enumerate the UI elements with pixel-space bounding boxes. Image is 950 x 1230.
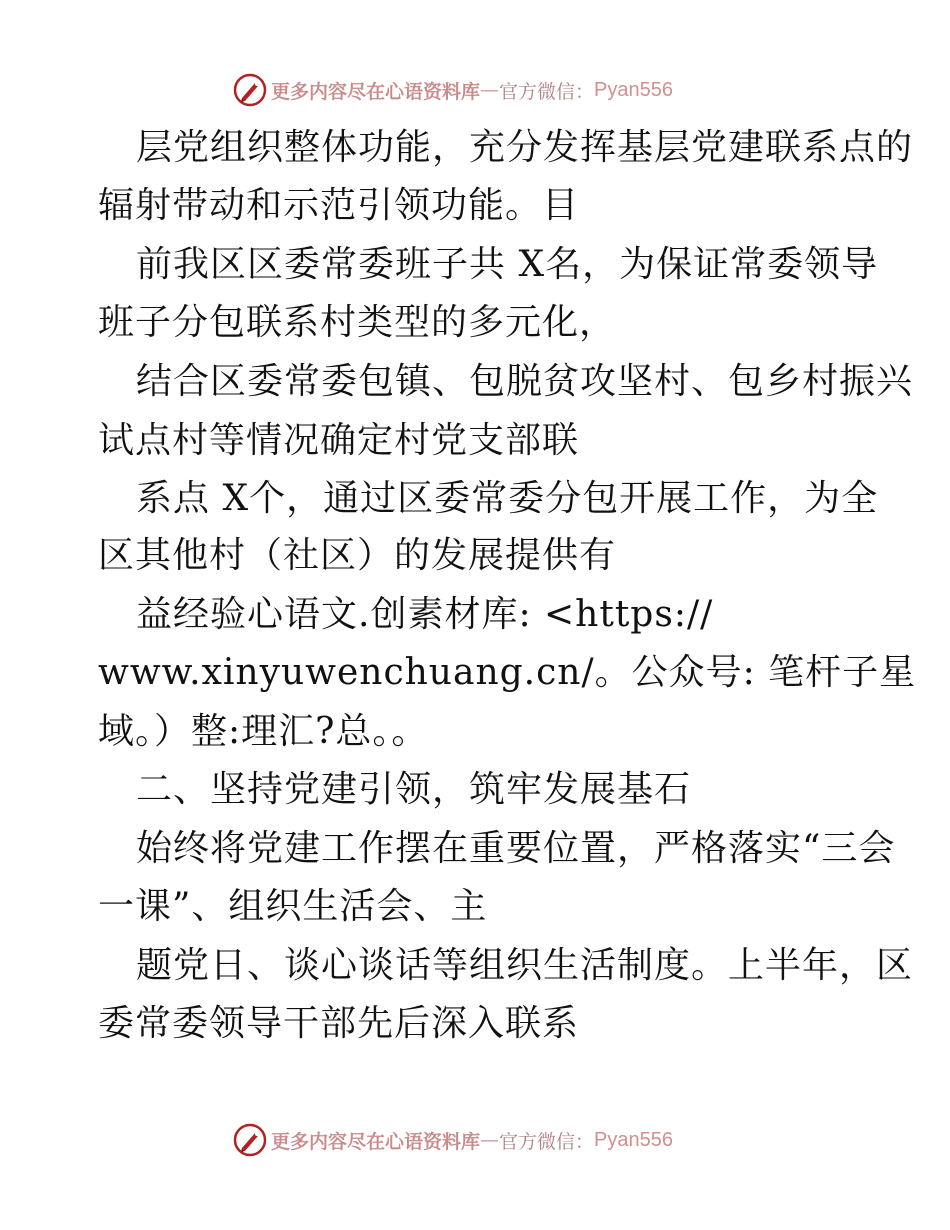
watermark-main-text: 更多内容尽在心语资料库 [271, 80, 481, 103]
watermark-wechat-id: Pyan556 [594, 1128, 673, 1151]
text-line: 层党组织整体功能，充分发挥基层党建联系点的 [136, 127, 914, 168]
section-heading: 二、坚持党建引领，筑牢发展基石 [136, 769, 692, 810]
text-line: 域。）整:理汇?总。。 [98, 711, 429, 752]
text-line: 班子分包联系村类型的多元化， [98, 302, 617, 343]
text-line: www.xinyuwenchuang.cn/。公众号: 笔杆子星 [98, 652, 917, 693]
text-line: 系点 X个，通过区委常委分包开展工作，为全 [136, 478, 879, 519]
text-line: 辐射带动和示范引领功能。目 [98, 185, 580, 226]
text-line: 题党日、谈心谈话等组织生活制度。上半年，区 [136, 945, 914, 986]
watermark-wechat-id: Pyan556 [594, 78, 673, 101]
watermark-dash: — [480, 79, 500, 101]
watermark-dash: — [480, 1129, 500, 1151]
footer-watermark [233, 1122, 713, 1158]
text-line: 益经验心语文.创素材库: <https:// [136, 594, 714, 635]
watermark-main-text: 更多内容尽在心语资料库 [271, 1130, 481, 1153]
header-watermark [233, 72, 713, 108]
watermark-side-text: 官方微信： [499, 1130, 595, 1153]
text-line: 区其他村（社区）的发展提供有 [98, 535, 617, 576]
pen-logo-icon [233, 73, 267, 107]
pen-logo-icon [233, 1123, 267, 1157]
text-line: 一课”、组织生活会、主 [98, 886, 488, 927]
text-line: 委常委领导干部先后深入联系 [98, 1003, 580, 1044]
text-line: 前我区区委常委班子共 X名，为保证常委领导 [136, 244, 879, 285]
text-line: 结合区委常委包镇、包脱贫攻坚村、包乡村振兴 [136, 361, 914, 402]
watermark-side-text: 官方微信： [499, 80, 595, 103]
text-line: 试点村等情况确定村党支部联 [98, 420, 580, 461]
text-line: 始终将党建工作摆在重要位置，严格落实“三会 [136, 828, 896, 869]
